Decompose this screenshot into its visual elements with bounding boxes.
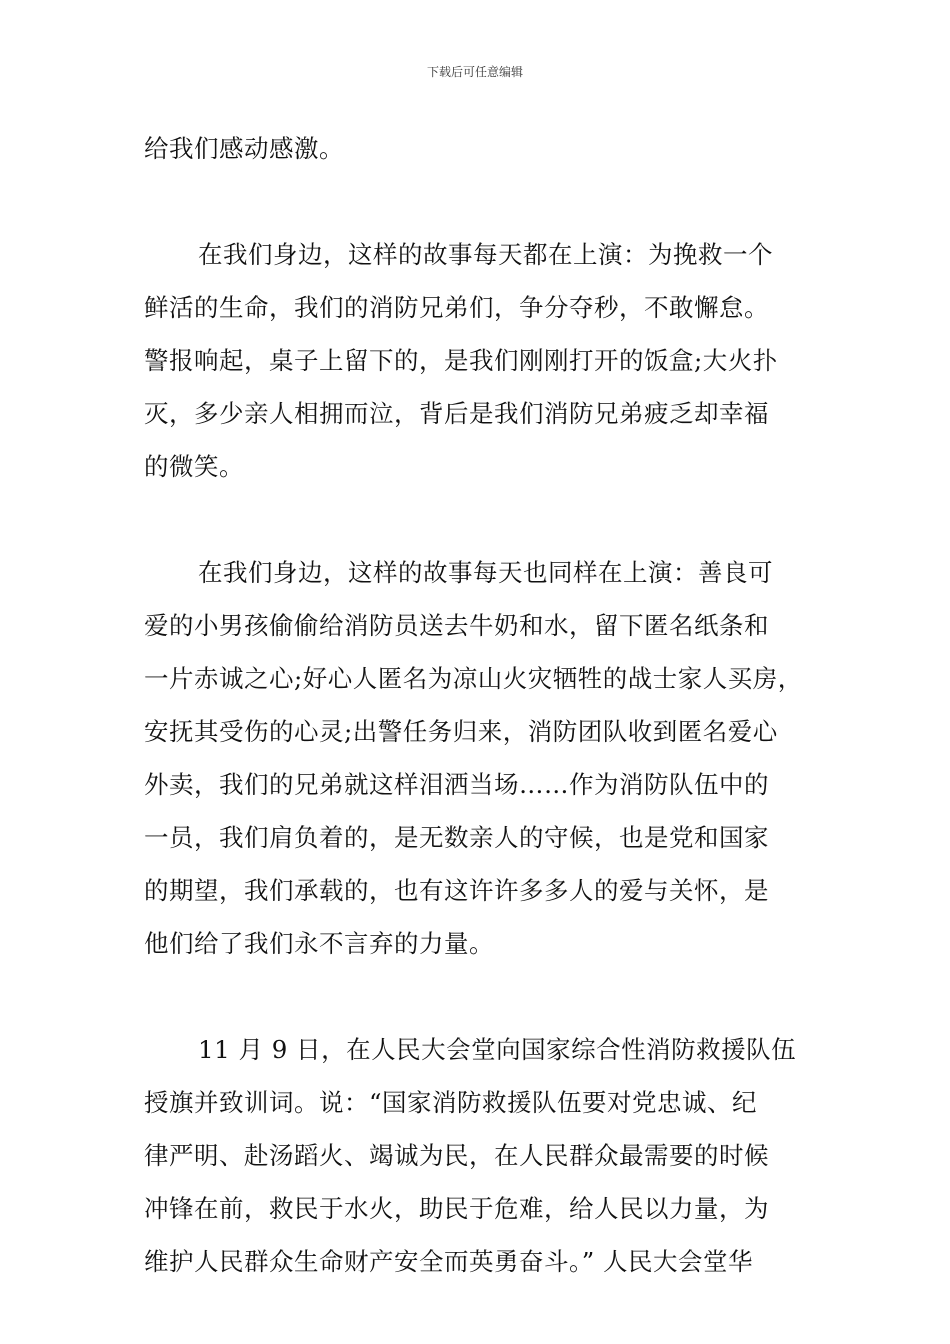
text-line: 的期望，我们承载的，也有这许许多多人的爱与关怀，是 [144, 876, 769, 905]
text-line: 维护人民群众生命财产安全而英勇奋斗。” 人民大会堂华 [144, 1247, 754, 1276]
text-line: 警报响起，桌子上留下的，是我们刚刚打开的饭盒;大火扑 [144, 346, 778, 375]
text-line: 他们给了我们永不言弃的力量。 [144, 929, 494, 958]
document-body [144, 122, 816, 1288]
paragraph-spacer [144, 175, 816, 228]
text-line: 外卖，我们的兄弟就这样泪洒当场……作为消防队伍中的 [144, 770, 769, 799]
text-line: 11 月 9 日，在人民大会堂向国家综合性消防救援队伍 [198, 1035, 797, 1064]
text-line: 鲜活的生命，我们的消防兄弟们，争分夺秒，不敢懈怠。 [144, 293, 769, 322]
text-line: 灭，多少亲人相拥而泣，背后是我们消防兄弟疲乏却幸福 [144, 399, 769, 428]
text-line: 在我们身边，这样的故事每天都在上演：为挽救一个 [198, 240, 773, 269]
text-line: 一片赤诚之心;好心人匿名为凉山火灾牺牲的战士家人买房， [144, 664, 803, 693]
text-line: 在我们身边，这样的故事每天也同样在上演：善良可 [198, 558, 773, 587]
paragraph-1 [144, 122, 816, 175]
paragraph-3 [144, 546, 816, 970]
page-header: 下载后可任意编辑 [426, 65, 523, 79]
text-line: 冲锋在前，救民于水火，助民于危难，给人民以力量，为 [144, 1194, 769, 1223]
paragraph-spacer [144, 493, 816, 546]
text-line: 安抚其受伤的心灵;出警任务归来，消防团队收到匿名爱心 [144, 717, 778, 746]
text-line: 一员，我们肩负着的，是无数亲人的守候，也是党和国家 [144, 823, 769, 852]
text-line: 的微笑。 [144, 452, 244, 481]
text-line: 爱的小男孩偷偷给消防员送去牛奶和水，留下匿名纸条和 [144, 611, 769, 640]
text-line: 给我们感动感激。 [144, 134, 344, 163]
paragraph-4 [144, 1023, 816, 1288]
text-line: 授旗并致训词。说：“国家消防救援队伍要对党忠诚、纪 [144, 1088, 758, 1117]
paragraph-2 [144, 228, 816, 493]
paragraph-spacer [144, 970, 816, 1023]
text-line: 律严明、赴汤蹈火、竭诚为民，在人民群众最需要的时候 [144, 1141, 769, 1170]
